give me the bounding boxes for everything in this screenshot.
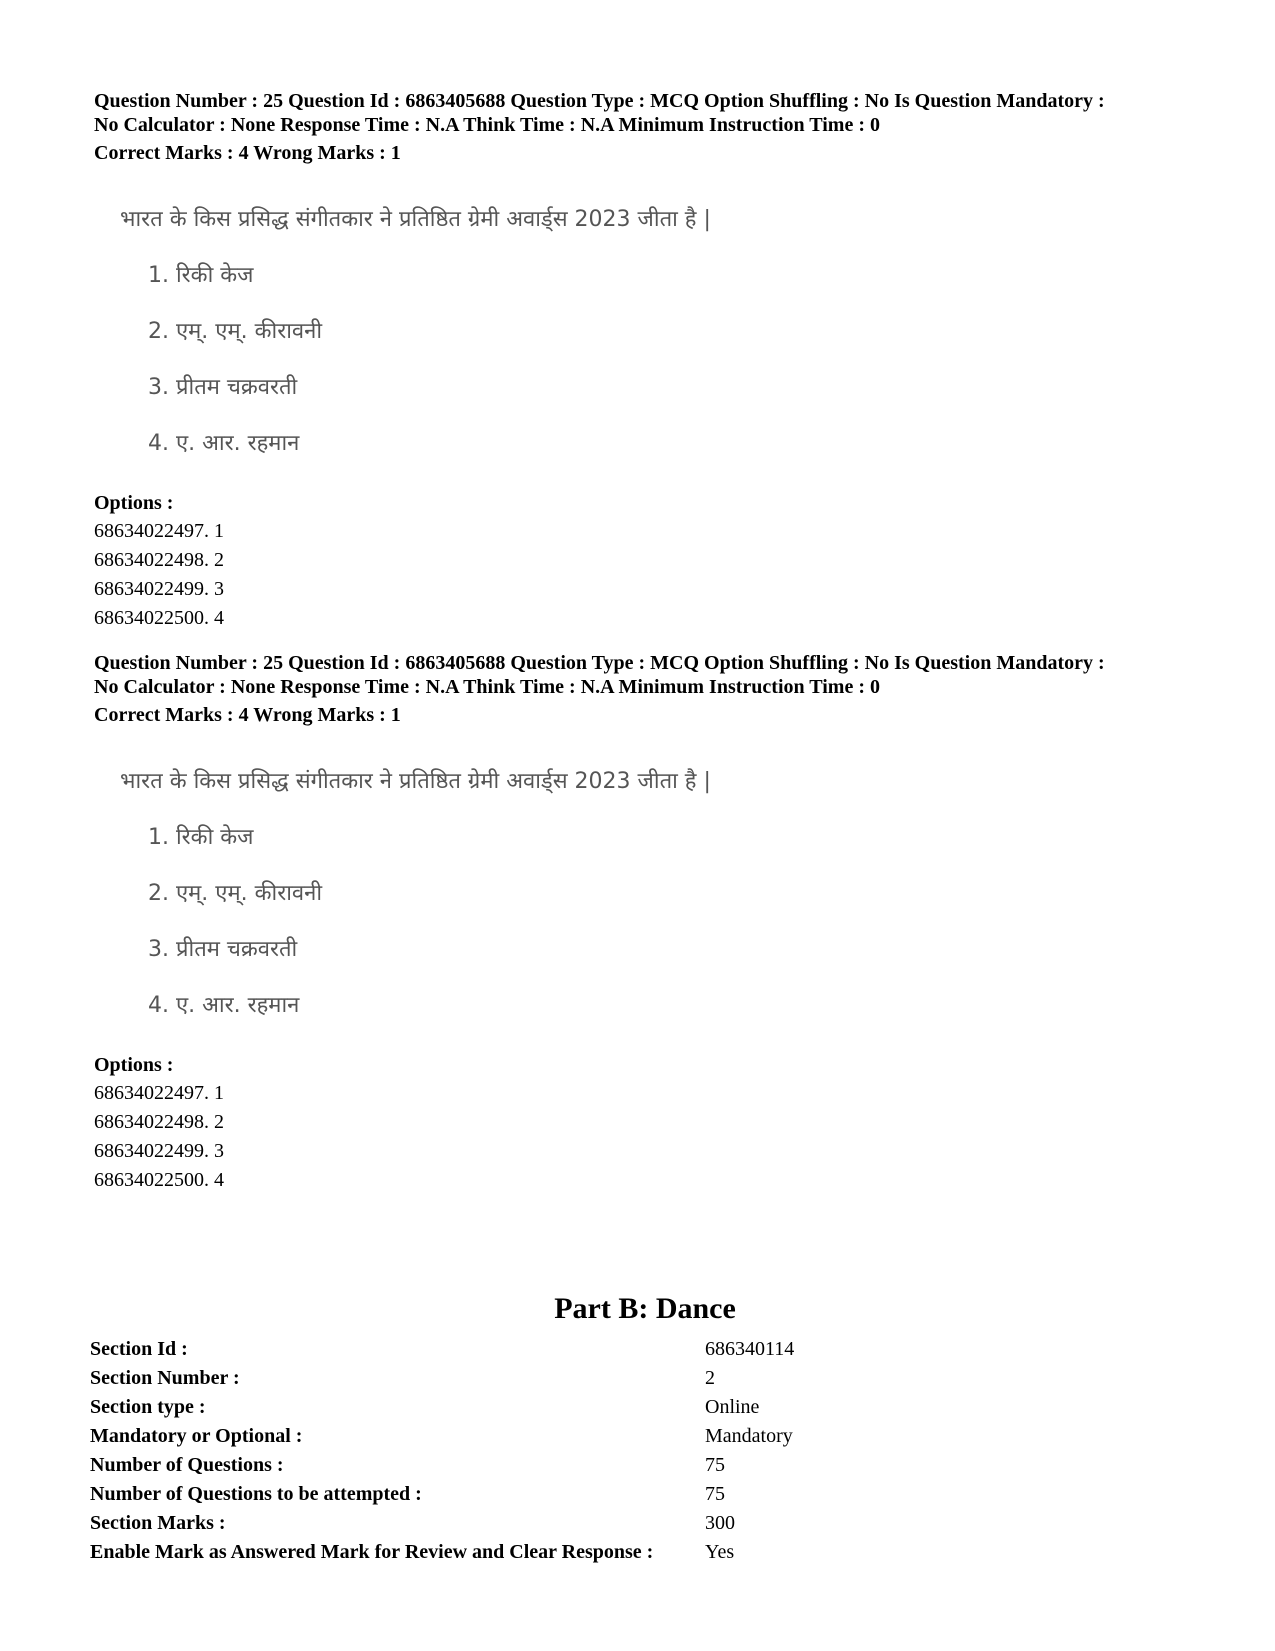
mandatory-value: Mandatory [705, 1425, 793, 1447]
enable-mark-value: Yes [705, 1541, 735, 1563]
option-id-2: 68634022498. 2 [94, 1111, 224, 1133]
option-id-1: 68634022497. 1 [94, 1082, 224, 1104]
section-type-value: Online [705, 1396, 760, 1418]
question-meta-line1: Question Number : 25 Question Id : 6863405688 Question Type : MCQ Option Shuffling : No Is Question Mandatory : [94, 90, 1105, 112]
option-id-1: 68634022497. 1 [94, 520, 224, 542]
section-info-table [90, 1338, 794, 1570]
question-block-2 [94, 651, 1204, 1195]
choice-1: 1. रिकी केज [148, 263, 254, 288]
choice-1: 1. रिकी केज [148, 825, 254, 850]
choice-2: 2. एम्. एम्. कीरावनी [148, 319, 323, 344]
table-row [90, 1454, 794, 1483]
question-meta-line2: No Calculator : None Response Time : N.A Think Time : N.A Minimum Instruction Time : 0 [94, 676, 880, 698]
table-row [90, 1512, 794, 1541]
question-marks: Correct Marks : 4 Wrong Marks : 1 [94, 704, 401, 726]
section-title: Part B: Dance [554, 1292, 736, 1325]
table-row [90, 1367, 794, 1396]
table-row [90, 1396, 794, 1425]
option-id-3: 68634022499. 3 [94, 578, 224, 600]
options-label: Options : [94, 492, 174, 514]
table-row [90, 1483, 794, 1512]
question-text: भारत के किस प्रसिद्ध संगीतकार ने प्रतिष्ठित ग्रेमी अवार्ड्स 2023 जीता है | [120, 207, 711, 232]
options-label: Options : [94, 1054, 174, 1076]
question-block-1 [94, 89, 1204, 633]
section-marks-label: Section Marks : [90, 1512, 226, 1534]
section-number-label: Section Number : [90, 1367, 240, 1389]
section-id-label: Section Id : [90, 1338, 188, 1360]
section-marks-value: 300 [705, 1512, 735, 1534]
choice-4: 4. ए. आर. रहमान [148, 431, 300, 456]
question-marks: Correct Marks : 4 Wrong Marks : 1 [94, 142, 401, 164]
choice-3: 3. प्रीतम चक्रवरती [148, 937, 298, 962]
table-row [90, 1541, 794, 1570]
question-meta-line2: No Calculator : None Response Time : N.A Think Time : N.A Minimum Instruction Time : 0 [94, 114, 880, 136]
question-meta-line1: Question Number : 25 Question Id : 6863405688 Question Type : MCQ Option Shuffling : No Is Question Mandatory : [94, 652, 1105, 674]
question-image [94, 727, 1204, 1049]
table-row [90, 1425, 794, 1454]
choice-3: 3. प्रीतम चक्रवरती [148, 375, 298, 400]
num-questions-value: 75 [705, 1454, 725, 1476]
table-row [90, 1338, 794, 1367]
enable-mark-label: Enable Mark as Answered Mark for Review and Clear Response : [90, 1541, 654, 1563]
option-id-2: 68634022498. 2 [94, 549, 224, 571]
section-number-value: 2 [705, 1367, 715, 1389]
question-image [94, 165, 1204, 487]
section-type-label: Section type : [90, 1396, 206, 1418]
option-id-3: 68634022499. 3 [94, 1140, 224, 1162]
option-id-4: 68634022500. 4 [94, 1169, 224, 1191]
num-questions-label: Number of Questions : [90, 1454, 284, 1476]
option-id-4: 68634022500. 4 [94, 607, 224, 629]
choice-4: 4. ए. आर. रहमान [148, 993, 300, 1018]
mandatory-label: Mandatory or Optional : [90, 1425, 303, 1447]
question-text: भारत के किस प्रसिद्ध संगीतकार ने प्रतिष्ठित ग्रेमी अवार्ड्स 2023 जीता है | [120, 769, 711, 794]
choice-2: 2. एम्. एम्. कीरावनी [148, 881, 323, 906]
num-attempt-value: 75 [705, 1483, 725, 1505]
section-id-value: 686340114 [705, 1338, 795, 1360]
num-attempt-label: Number of Questions to be attempted : [90, 1483, 422, 1505]
